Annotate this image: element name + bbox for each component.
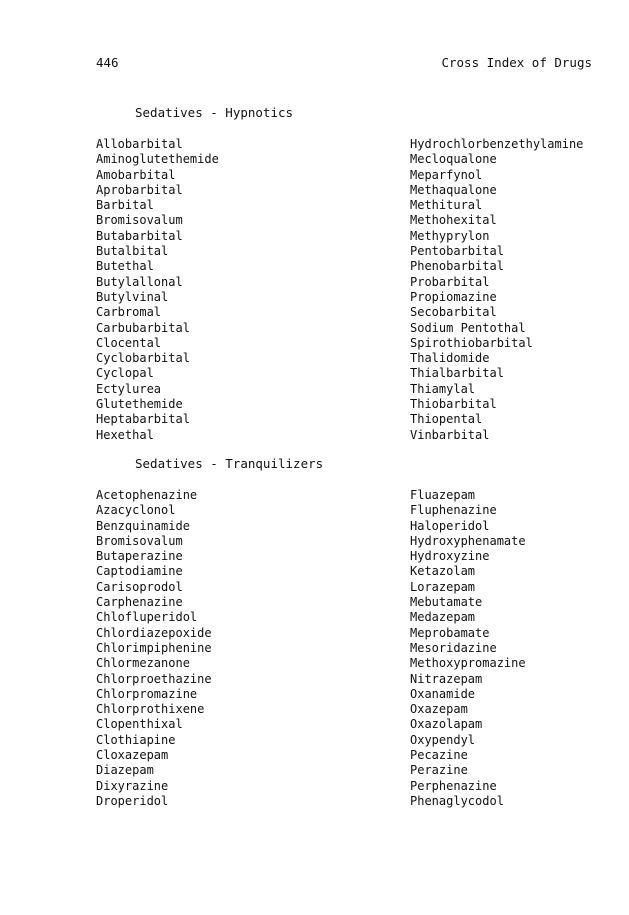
drug-name: Vinbarbital — [410, 427, 490, 442]
drug-name: Thiopental — [410, 412, 483, 427]
drug-name: Methyprylon — [410, 228, 490, 243]
drug-name: Methohexital — [410, 213, 497, 228]
drug-name: Oxazolapam — [410, 717, 483, 732]
drug-name: Fluphenazine — [410, 503, 497, 518]
drug-name: Hydroxyzine — [410, 549, 490, 564]
drug-name: Phenaglycodol — [410, 793, 504, 808]
drug-name: Cyclopal — [96, 366, 154, 381]
drug-name: Diazepam — [96, 763, 154, 778]
drug-name: Hydrochlorbenzethylamine — [410, 137, 584, 151]
drug-name: Chlordiazepoxide — [96, 625, 212, 640]
drug-name: Meparfynol — [410, 167, 483, 182]
drug-name: Oxanamide — [410, 686, 476, 701]
drug-name: Cyclobarbital — [96, 351, 190, 366]
tranquilizers-right-column — [410, 488, 526, 809]
drug-name: Butylvinal — [96, 289, 169, 304]
drug-name: Butylallonal — [96, 274, 183, 289]
drug-name: Thialbarbital — [410, 366, 504, 381]
drug-name: Dixyrazine — [96, 778, 169, 793]
drug-name: Secobarbital — [410, 305, 497, 320]
drug-name: Acetophenazine — [96, 488, 198, 502]
section-title-tranquilizers: Sedatives - Tranquilizers — [135, 456, 324, 471]
drug-name: Allobarbital — [96, 137, 183, 151]
drug-name: Carisoprodol — [96, 579, 183, 594]
drug-name: Hexethal — [96, 427, 154, 442]
drug-name: Lorazepam — [410, 579, 476, 594]
drug-name: Oxazepam — [410, 702, 468, 717]
drug-name: Thiobarbital — [410, 397, 497, 412]
drug-name: Chlorproethazine — [96, 671, 212, 686]
drug-name: Carphenazine — [96, 595, 183, 610]
drug-name: Hydroxyphenamate — [410, 533, 526, 548]
drug-name: Bromisovalum — [96, 533, 183, 548]
section-title-hypnotics: Sedatives - Hypnotics — [135, 105, 294, 120]
running-title: Cross Index of Drugs — [441, 55, 592, 70]
drug-name: Aminoglutethemide — [96, 152, 219, 167]
drug-name: Probarbital — [410, 274, 490, 289]
drug-name: Butaperazine — [96, 549, 183, 564]
drug-name: Butethal — [96, 259, 154, 274]
drug-name: Methaqualone — [410, 182, 497, 197]
drug-name: Barbital — [96, 198, 154, 213]
drug-name: Methitural — [410, 198, 483, 213]
drug-name: Propiomazine — [410, 289, 497, 304]
drug-name: Medazepam — [410, 610, 476, 625]
drug-name: Fluazepam — [410, 488, 476, 502]
drug-name: Phenobarbital — [410, 259, 504, 274]
drug-name: Nitrazepam — [410, 671, 483, 686]
drug-name: Perazine — [410, 763, 468, 778]
drug-name: Pentobarbital — [410, 244, 504, 259]
hypnotics-right-column — [410, 137, 583, 443]
drug-name: Clopenthixal — [96, 717, 183, 732]
drug-name: Droperidol — [96, 793, 169, 808]
drug-name: Bromisovalum — [96, 213, 183, 228]
drug-name: Pecazine — [410, 748, 468, 763]
drug-name: Spirothiobarbital — [410, 335, 533, 350]
drug-name: Heptabarbital — [96, 412, 190, 427]
drug-name: Chlormezanone — [96, 656, 190, 671]
drug-name: Glutethemide — [96, 397, 183, 412]
drug-name: Ectylurea — [96, 381, 162, 396]
hypnotics-left-column — [96, 137, 219, 443]
drug-name: Meprobamate — [410, 625, 490, 640]
drug-name: Chlofluperidol — [96, 610, 198, 625]
drug-name: Clothiapine — [96, 732, 176, 747]
drug-name: Oxypendyl — [410, 732, 476, 747]
drug-name: Mesoridazine — [410, 640, 497, 655]
drug-name: Benzquinamide — [96, 518, 190, 533]
drug-name: Captodiamine — [96, 564, 183, 579]
drug-name: Chlorpromazine — [96, 686, 198, 701]
drug-name: Amobarbital — [96, 167, 176, 182]
tranquilizers-left-column — [96, 488, 212, 809]
drug-name: Chlorimpiphenine — [96, 640, 212, 655]
drug-name: Perphenazine — [410, 778, 497, 793]
drug-name: Sodium Pentothal — [410, 320, 526, 335]
drug-name: Carbromal — [96, 305, 162, 320]
drug-name: Cloxazepam — [96, 748, 169, 763]
drug-name: Aprobarbital — [96, 182, 183, 197]
drug-name: Methoxypromazine — [410, 656, 526, 671]
drug-name: Mecloqualone — [410, 152, 497, 167]
drug-name: Thiamylal — [410, 381, 476, 396]
drug-name: Butalbital — [96, 244, 169, 259]
drug-name: Mebutamate — [410, 595, 483, 610]
page-number: 446 — [96, 55, 119, 70]
drug-name: Chlorprothixene — [96, 702, 205, 717]
drug-name: Thalidomide — [410, 351, 490, 366]
drug-name: Clocental — [96, 335, 162, 350]
drug-name: Azacyclonol — [96, 503, 176, 518]
drug-name: Ketazolam — [410, 564, 476, 579]
drug-name: Haloperidol — [410, 518, 490, 533]
drug-name: Carbubarbital — [96, 320, 190, 335]
drug-name: Butabarbital — [96, 228, 183, 243]
